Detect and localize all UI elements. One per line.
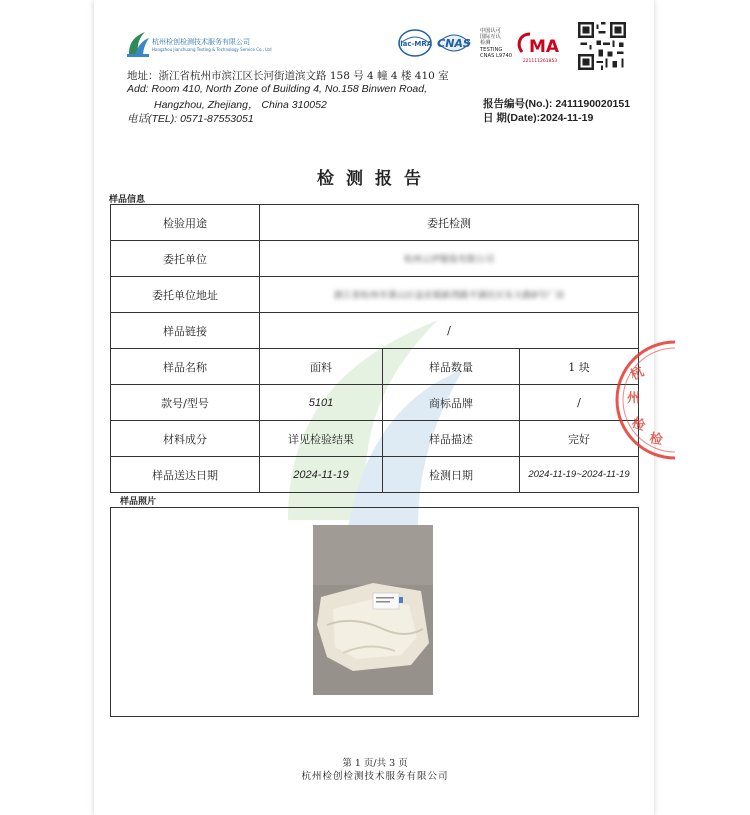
test-date-label: 检测日期 <box>383 457 520 493</box>
report-title: 检测报告 <box>317 169 433 189</box>
company-name-cn: 杭州检创检测技术服务有限公司 <box>152 38 250 46</box>
send-date-value: 2024-11-19 <box>260 457 383 493</box>
svg-text:杭: 杭 <box>628 364 647 384</box>
table-row <box>111 205 639 241</box>
table-row <box>111 313 639 349</box>
report-number: 报告编号(No.): 2411190020151 <box>483 98 631 110</box>
telephone: 电话(TEL): 0571-87553051 <box>127 113 254 125</box>
page-number: 第 1 页/共 3 页 <box>342 758 408 769</box>
client-address-value: 浙江省杭州市萧山区益农镇新湾路平湖社区东大路8号厂房 <box>333 291 565 301</box>
section-sample-info-label: 样品信息 <box>109 195 146 205</box>
report-date: 日 期(Date):2024-11-19 <box>483 112 594 124</box>
description-label: 样品描述 <box>383 421 520 457</box>
sample-link-value: / <box>260 313 639 349</box>
send-date-label: 样品送达日期 <box>111 457 260 493</box>
material-value: 详见检验结果 <box>260 421 383 457</box>
address-en-line1: Add: Room 410, North Zone of Building 4, No.158 Binwen Road, <box>127 83 428 95</box>
purpose-label: 检验用途 <box>111 205 260 241</box>
model-value: 5101 <box>260 385 383 421</box>
table-row <box>111 457 639 493</box>
sample-photo-image <box>313 525 433 695</box>
table-row <box>111 241 639 277</box>
svg-text:州: 州 <box>627 391 641 406</box>
company-name-en: Hangzhou Jianchuang Testing & Technology Service Co., Ltd <box>152 47 272 52</box>
purpose-value: 委托检测 <box>260 205 639 241</box>
table-row <box>111 421 639 457</box>
company-logo-icon <box>125 30 151 58</box>
cma-number: 221111261853 <box>522 59 558 64</box>
sample-qty-label: 样品数量 <box>383 349 520 385</box>
cnas-logo-icon <box>434 29 474 57</box>
sample-qty-value: 1 块 <box>520 349 639 385</box>
cnas-cert-text: 中国认可 国际互认 检测 TESTING CNAS L9740 <box>480 28 513 59</box>
material-label: 材料成分 <box>111 421 260 457</box>
sample-info-table <box>110 204 639 493</box>
description-value: 完好 <box>520 421 639 457</box>
brand-label: 商标品牌 <box>383 385 520 421</box>
model-label: 款号/型号 <box>111 385 260 421</box>
brand-value: / <box>520 385 639 421</box>
sample-name-value: 面料 <box>260 349 383 385</box>
client-value: 杭州云伊服装有限公司 <box>403 255 494 265</box>
table-row <box>111 349 639 385</box>
svg-text:ilac-MRA: ilac-MRA <box>398 40 432 48</box>
qr-code-icon <box>578 22 626 70</box>
table-row <box>111 385 639 421</box>
sample-link-label: 样品链接 <box>111 313 260 349</box>
client-address-label: 委托单位地址 <box>111 277 260 313</box>
footer-company-name: 杭州检创检测技术服务有限公司 <box>301 771 449 782</box>
svg-text:检: 检 <box>648 431 664 449</box>
sample-name-label: 样品名称 <box>111 349 260 385</box>
section-sample-photo-label: 样品照片 <box>120 497 157 507</box>
official-seal-stamp <box>605 330 675 470</box>
address-en-line2: Hangzhou, Zhejiang， China 310052 <box>154 99 327 111</box>
client-label: 委托单位 <box>111 241 260 277</box>
ilac-mra-logo-icon <box>398 28 432 58</box>
svg-text:MA: MA <box>528 37 560 57</box>
svg-text:CNAS: CNAS <box>437 37 471 50</box>
cma-logo-icon <box>514 30 566 64</box>
address-cn: 地址：浙江省杭州市滨江区长河街道滨文路 158 号 4 幢 4 楼 410 室 <box>127 70 449 82</box>
test-date-value: 2024-11-19~2024-11-19 <box>520 457 639 493</box>
table-row <box>111 277 639 313</box>
svg-text:检: 检 <box>629 415 647 435</box>
